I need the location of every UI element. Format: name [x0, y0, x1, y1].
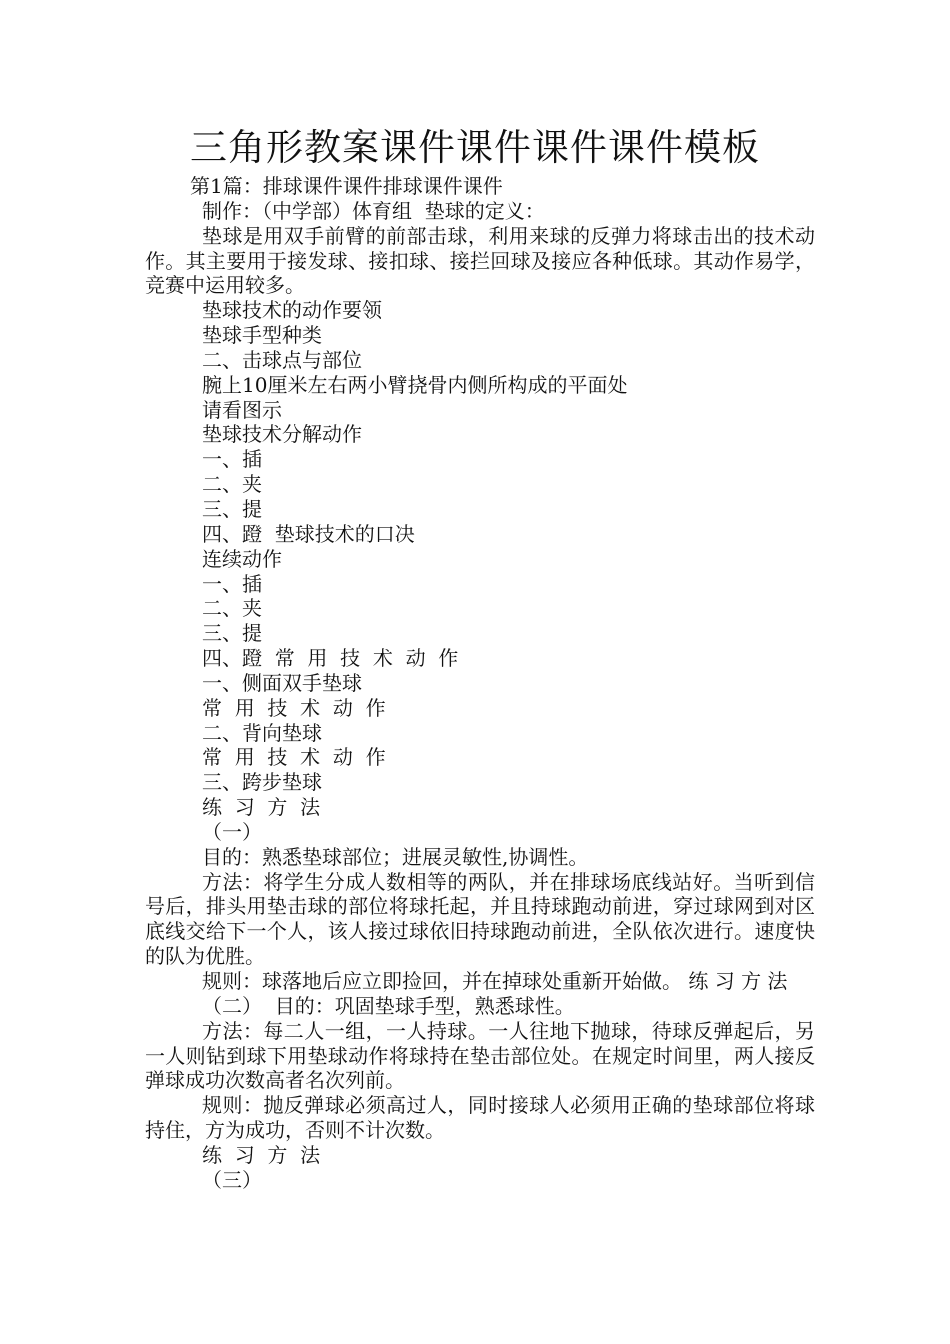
document-title: 三角形教案课件课件课件课件模板 — [190, 126, 760, 169]
text-line: 垫球技术的动作要领 — [202, 298, 382, 323]
method-paragraph: 方法：将学生分成人数相等的两队，并在排球场底线站好。当听到信号后，排头用垫击球的部位将球托起，并且持球跑动前进，穿过球网到对区底线交给下一个人，该人接过球依旧持球跑动前进，全队依次进行。速度快的队为优胜。 — [145, 869, 815, 969]
author-line: 制作：（中学部）体育组 垫球的定义： — [202, 198, 545, 223]
text-line: 常 用 技 术 动 作 — [202, 695, 386, 720]
text-line: 目的：熟悉垫球部位；进展灵敏性,协调性。 — [202, 844, 589, 869]
text-line: 一、插 — [202, 447, 262, 472]
text-line: 练 习 方 法 — [202, 1142, 321, 1167]
rule-paragraph: 规则：抛反弹球必须高过人，同时接球人必须用正确的垫球部位将球持住，方为成功，否则不计次数。 — [145, 1093, 815, 1143]
text-line: 四、蹬 常 用 技 术 动 作 — [202, 646, 459, 671]
text-line: 请看图示 — [202, 397, 282, 422]
text-line: （二） 目的：巩固垫球手型，熟悉球性。 — [202, 993, 575, 1018]
method-paragraph: 方法：每二人一组，一人持球。一人往地下抛球，待球反弹起后，另一人则钻到球下用垫球动作将球持在垫击部位处。在规定时间里，两人接反弹球成功次数高者名次列前。 — [145, 1018, 815, 1093]
definition-paragraph: 垫球是用双手前臂的前部击球，利用来球的反弹力将球击出的技术动作。其主要用于接发球、接扣球、接拦回球及接应各种低球。其动作易学，竞赛中运用较多。 — [145, 223, 815, 298]
text-line: 二、夹 — [202, 596, 262, 621]
text-line: 二、背向垫球 — [202, 720, 322, 745]
text-line: 三、跨步垫球 — [202, 770, 322, 795]
text-line: 三、提 — [202, 621, 262, 646]
text-line: （三） — [202, 1167, 262, 1192]
text-line: 练 习 方 法 — [202, 795, 321, 820]
text-line: 三、提 — [202, 496, 262, 521]
text-line: 四、蹬 垫球技术的口决 — [202, 521, 415, 546]
document-body — [145, 174, 815, 1193]
text-line: 常 用 技 术 动 作 — [202, 745, 386, 770]
text-line: （一） — [202, 819, 262, 844]
text-line: 垫球手型种类 — [202, 323, 322, 348]
text-line: 腕上10厘米左右两小臂挠骨内侧所构成的平面处 — [202, 372, 628, 397]
text-line: 二、击球点与部位 — [202, 347, 362, 372]
text-line: 垫球技术分解动作 — [202, 422, 362, 447]
text-line: 一、侧面双手垫球 — [202, 670, 362, 695]
section-heading: 第1篇：排球课件课件排球课件课件 — [190, 174, 503, 198]
rule-paragraph: 规则：球落地后应立即捡回，并在掉球处重新开始做。 练 习 方 法 — [202, 969, 788, 993]
text-line: 连续动作 — [202, 546, 282, 571]
text-line: 一、插 — [202, 571, 262, 596]
text-line: 二、夹 — [202, 472, 262, 497]
